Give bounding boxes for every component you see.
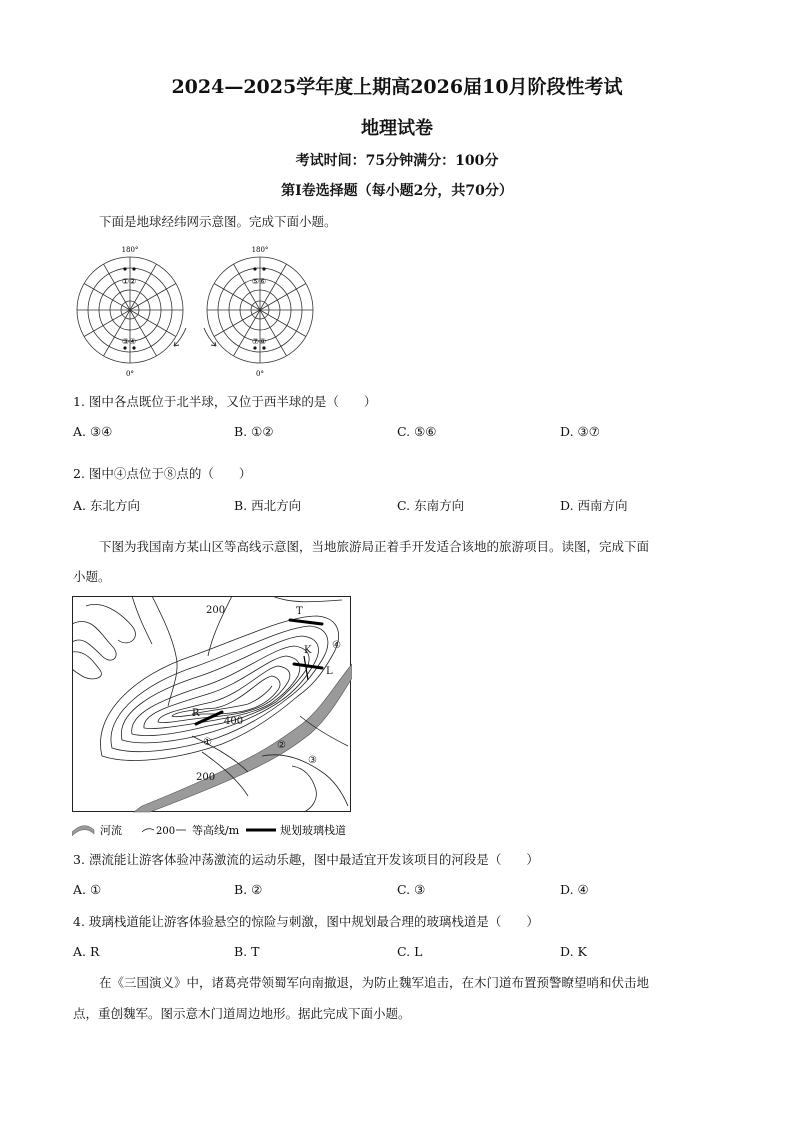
q1-option-a: A. ③④ (73, 424, 113, 439)
q2-option-b: B. 西北方向 (234, 498, 302, 513)
legend-contour-label: 等高线/m (192, 824, 240, 837)
intro-paragraph-3-line-1: 在《三国演义》中，诸葛亮带领蜀军向南撤退，为防止魏军追击，在木门道布置预警瞭望哨和伏击地 (99, 975, 650, 990)
contour-label-200-top: 200 (206, 605, 226, 616)
q2-option-d: D. 西南方向 (560, 498, 628, 513)
contour-map-figure (72, 596, 352, 814)
legend-river-swatch (72, 826, 94, 836)
river-point-2: ② (277, 740, 286, 751)
label-t: T (296, 606, 303, 617)
q1-option-c: C. ⑤⑥ (397, 424, 437, 439)
q4-option-d: D. K (560, 944, 587, 959)
q4-option-b: B. T (234, 944, 260, 959)
q2-option-a: A. 东北方向 (73, 498, 140, 513)
legend-river-label: 河流 (100, 824, 122, 837)
section-title: 第Ⅰ卷选择题（每小题2分，共70分） (281, 183, 513, 199)
q1-option-b: B. ①② (234, 424, 274, 439)
label-l: L (326, 666, 333, 677)
meridian-line (104, 264, 131, 310)
q3-option-b: B. ② (234, 882, 263, 897)
intro-paragraph-2-line-2: 小题。 (73, 569, 111, 584)
meridian-line (84, 284, 130, 311)
contour-label-400: 400 (224, 716, 244, 727)
polar-grid-figure-left (70, 242, 200, 380)
exam-title: 2024—2025学年度上期高2026届10月阶段性考试 (171, 76, 623, 98)
exam-info: 考试时间：75分钟满分：100分 (295, 153, 499, 169)
legend-walkway-label: 规划玻璃栈道 (280, 824, 346, 837)
meridian-line (260, 284, 306, 311)
polar-grid-figure-right (200, 242, 330, 380)
q2-option-c: C. 东南方向 (397, 498, 465, 513)
q3-option-a: A. ① (73, 882, 102, 897)
meridian-line (130, 284, 176, 311)
points-3-4-left: ③④ (121, 337, 137, 346)
points-7-8-right: ⑦⑧ (251, 337, 267, 346)
map-legend (72, 820, 372, 840)
river-point-3: ③ (308, 755, 317, 766)
meridian-line (234, 264, 261, 310)
intro-paragraph-2-line-1: 下图为我国南方某山区等高线示意图，当地旅游局正着手开发适合该地的旅游项目。读图，完成下面 (99, 539, 650, 554)
meridian-line (130, 264, 157, 310)
river-point-1: ① (203, 737, 212, 748)
q1-option-d: D. ③⑦ (560, 424, 600, 439)
question-1-stem: 1. 图中各点既位于北半球，又位于西半球的是（ ） (73, 394, 377, 409)
meridian-line (214, 310, 260, 337)
intro-paragraph-1: 下面是地球经纬网示意图。完成下面小题。 (99, 214, 337, 229)
question-2-stem: 2. 图中④点位于⑧点的（ ） (73, 466, 252, 481)
label-0-left: 0° (126, 370, 134, 378)
meridian-line (130, 310, 176, 337)
label-r: R (192, 708, 200, 719)
label-180-left: 180° (121, 246, 139, 254)
q3-option-d: D. ④ (560, 882, 589, 897)
label-180-right: 180° (251, 246, 269, 254)
intro-paragraph-3-line-2: 点，重创魏军。图示意木门道周边地形。据此完成下面小题。 (73, 1006, 411, 1021)
river-point-4: ④ (332, 640, 341, 651)
meridian-line (260, 264, 287, 310)
meridian-line (84, 310, 130, 337)
question-3-stem: 3. 漂流能让游客体验冲荡激流的运动乐趣，图中最适宜开发该项目的河段是（ ） (73, 852, 539, 867)
subject-title: 地理试卷 (361, 118, 433, 139)
points-1-2-left: ①② (121, 277, 137, 286)
question-4-stem: 4. 玻璃栈道能让游客体验悬空的惊险与刺激，图中规划最合理的玻璃栈道是（ ） (73, 914, 539, 929)
q3-option-c: C. ③ (397, 882, 426, 897)
contour-label-200-bottom: 200 (196, 772, 216, 783)
label-0-right: 0° (256, 370, 264, 378)
points-5-6-right: ⑤⑥ (251, 277, 267, 286)
meridian-line (260, 310, 306, 337)
legend-contour-sample: 200 (156, 826, 176, 837)
meridian-line (214, 284, 260, 311)
q4-option-a: A. R (73, 944, 100, 959)
q4-option-c: C. L (397, 944, 423, 959)
label-k: K (304, 645, 312, 656)
